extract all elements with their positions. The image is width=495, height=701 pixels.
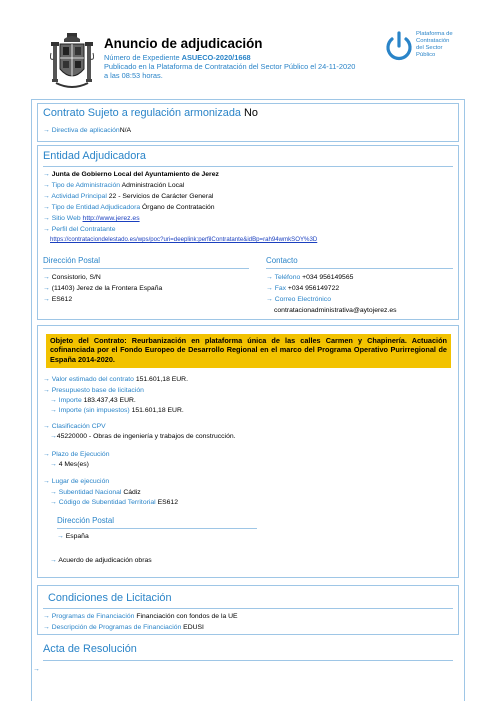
descripcion-programas-row: → Descripción de Programas de Financiación EDUSI — [43, 624, 204, 631]
actividad-principal-row: → Actividad Principal 22 - Servicios de Carácter General — [43, 193, 214, 200]
perfil-contratante-row: → Perfil del Contratante — [43, 226, 116, 233]
sitio-web-row: → Sitio Web http://www.jerez.es — [43, 215, 140, 222]
perfil-contratante-link[interactable]: https://contrataciondelestado.es/wps/poc?uri=deeplink:perfilContratante&idBp=rah94wmkSOY%3D — [50, 236, 318, 243]
telefono-row: → Teléfono +034 956149565 — [266, 274, 354, 281]
expediente-number: ASUECO-2020/1668 — [181, 53, 251, 62]
importe-sin-impuestos-row: → Importe (sin impuestos) 151.601,18 EUR. — [50, 407, 184, 414]
contacto-title: Contacto — [266, 256, 298, 265]
document-header — [0, 0, 495, 112]
tipo-administracion-row: → Tipo de Administración Administración Local — [43, 182, 185, 189]
direccion-line: → ES612 — [43, 296, 73, 303]
direccion-line: → Consistorio, S/N — [43, 274, 101, 281]
subentidad-row: → Subentidad Nacional Cádiz — [50, 489, 141, 496]
objeto-contrato-highlight: Objeto del Contrato: Reurbanización en plataforma única de las calles Carmen y Chapinería. Actuación cofinanciada por el Fondo Europeo de Desarrollo Regional en el marco del Programa Operativo Purirregional de España 2014-2020. — [46, 334, 451, 368]
document-meta — [104, 53, 355, 81]
acta-row: → — [33, 666, 40, 673]
acuerdo-row: → Acuerdo de adjudicación obras — [50, 557, 152, 564]
divider — [43, 166, 453, 167]
cpv-value-row: →45220000 - Obras de ingeniería y trabajos de construcción. — [50, 433, 236, 440]
divider — [57, 528, 257, 529]
clasificacion-cpv-row: → Clasificación CPV — [43, 423, 106, 430]
tipo-entidad-row: → Tipo de Entidad Adjudicadora Órgano de Contratación — [43, 204, 215, 211]
valor-estimado-row: → Valor estimado del contrato 151.601,18 EUR. — [43, 376, 188, 383]
divider — [43, 268, 249, 269]
codigo-subentidad-row: → Código de Subentidad Territorial ES612 — [50, 499, 178, 506]
spain-coat-of-arms-icon — [50, 31, 94, 93]
correo-row: → Correo Electrónico — [266, 296, 331, 303]
published-time: a las 08:53 horas. — [104, 71, 163, 81]
platform-power-logo-icon — [384, 30, 414, 66]
divider — [266, 268, 453, 269]
divider — [43, 608, 453, 609]
entidad-title: Entidad Adjudicadora — [43, 150, 146, 162]
pais-row: → España — [57, 533, 89, 540]
importe-row: → Importe 183.437,43 EUR. — [50, 397, 136, 404]
expediente-label: Número de Expediente — [104, 53, 182, 62]
published-line: Publicado en la Plataforma de Contratación del Sector Público el 24-11-2020 — [104, 62, 356, 72]
fax-row: → Fax +034 956149722 — [266, 285, 340, 292]
entidad-name-row: → Junta de Gobierno Local del Ayuntamiento de Jerez — [43, 171, 219, 178]
direccion-postal-title: Dirección Postal — [43, 256, 101, 265]
acta-title: Acta de Resolución — [43, 643, 137, 655]
contrato-title: Contrato Sujeto a regulación armonizada No — [43, 107, 258, 119]
plazo-value-row: → 4 Mes(es) — [50, 461, 89, 468]
directiva-row: → Directiva de aplicaciónN/A — [43, 127, 132, 134]
lugar-direccion-postal-title: Dirección Postal — [57, 516, 115, 525]
direccion-line: → (11403) Jerez de la Frontera España — [43, 285, 163, 292]
plazo-ejecucion-row: → Plazo de Ejecución — [43, 451, 110, 458]
programas-financiacion-row: → Programas de Financiación Financiación con fondos de la UE — [43, 613, 238, 620]
document-title: Anuncio de adjudicación — [104, 36, 263, 51]
platform-name: Plataforma de Contratación del Sector Público — [416, 31, 453, 58]
presupuesto-row: → Presupuesto base de licitación — [43, 387, 144, 394]
divider — [43, 660, 453, 661]
condiciones-title: Condiciones de Licitación — [48, 592, 172, 604]
lugar-ejecucion-row: → Lugar de ejecución — [43, 478, 110, 485]
sitio-web-link[interactable]: http://www.jerez.es — [82, 215, 140, 222]
correo-value[interactable]: contratacionadministrativa@aytojerez.es — [274, 307, 397, 314]
